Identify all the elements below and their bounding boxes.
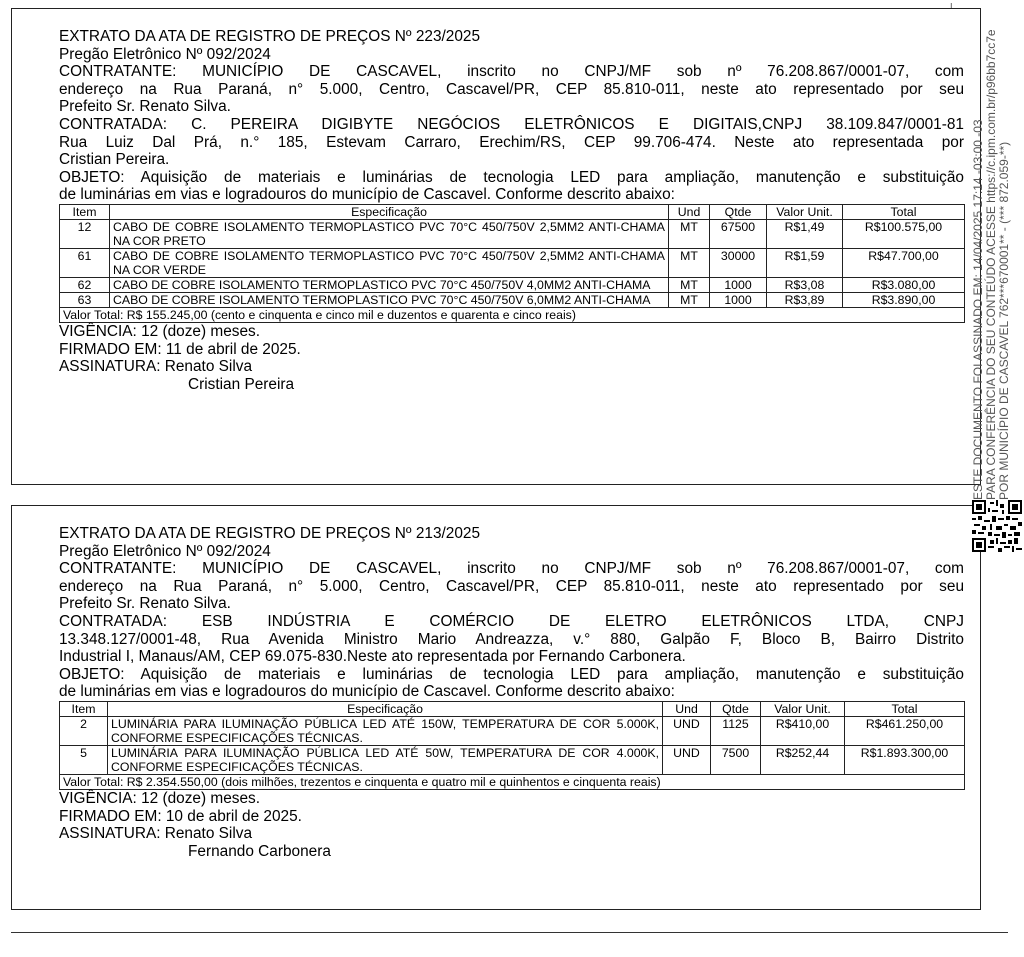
stamp-line-3: POR MUNICÍPIO DE CASCAVEL 762***670001** - (*** 872.059-**) (997, 141, 1011, 500)
items-table (59, 701, 965, 790)
cell-spec: CABO DE COBRE ISOLAMENTO TERMOPLASTICO PVC 70°C 450/750V 6,0MM2 ANTI-CHAMA (110, 292, 669, 307)
assinatura-second-name: Cristian Pereira (188, 375, 295, 393)
contratada-line: Industrial I, Manaus/AM, CEP 69.075-830.Neste ato representada por Fernando Carbonera. (59, 648, 686, 666)
contratante-line: endereço na Rua Paraná, n° 5.000, Centro, Cascavel/PR, CEP 85.810-011, neste ato representado por seu (59, 577, 964, 595)
cell-qtde: 30000 (710, 248, 767, 277)
cell-qtde: 7500 (711, 745, 761, 774)
cell-item: 5 (60, 745, 108, 774)
valor-total: Valor Total: R$ 155.245,00 (cento e cinquenta e cinco mil e duzentos e quarenta e cinco reais) (60, 307, 965, 322)
header-qtde: Qtde (711, 701, 761, 716)
cell-total: R$461.250,00 (845, 716, 965, 745)
cell-spec: CABO DE COBRE ISOLAMENTO TERMOPLASTICO PVC 70°C 450/750V 4,0MM2 ANTI-CHAMA (110, 277, 669, 292)
contratante-line: Prefeito Sr. Renato Silva. (59, 595, 231, 613)
extract-title: EXTRATO DA ATA DE REGISTRO DE PREÇOS Nº 223/2025 (59, 28, 481, 45)
cell-qtde: 67500 (710, 219, 767, 248)
cell-total: R$1.893.300,00 (845, 745, 965, 774)
assinatura-second-name: Fernando Carbonera (188, 842, 331, 860)
valor-total: Valor Total: R$ 2.354.550,00 (dois milhões, trezentos e cinquenta e quatro mil e quinhentos e cinquenta reais) (60, 774, 965, 789)
header-total: Total (845, 701, 965, 716)
cell-unit: R$410,00 (761, 716, 845, 745)
cell-item: 63 (60, 292, 110, 307)
cell-unit: R$3,89 (767, 292, 843, 307)
vigencia-line: VIGÊNCIA: 12 (doze) meses. (59, 789, 261, 807)
firmado-line: FIRMADO EM: 11 de abril de 2025. (59, 340, 301, 358)
assinatura-line: ASSINATURA: Renato Silva (59, 358, 253, 376)
contratada-line: 13.348.127/0001-48, Rua Avenida Ministro Mario Andreazza, v.° 880, Galpão F, Bloco B, Bairro Distrito (59, 630, 964, 648)
cell-total: R$47.700,00 (843, 248, 965, 277)
cell-spec: LUMINÁRIA PARA ILUMINAÇÃO PÚBLICA LED ATÉ 50W, TEMPERATURA DE COR 4.000K, CONFORME ESPECIFICAÇÕES TÉCNICAS. (108, 745, 663, 774)
header-und: Und (663, 701, 711, 716)
extract-box-1 (11, 8, 981, 485)
contratante-line: CONTRATANTE: MUNICÍPIO DE CASCAVEL, inscrito no CNPJ/MF sob nº 76.208.867/0001-07, com (59, 560, 964, 578)
page-bottom-rule (11, 932, 1008, 933)
stamp-line-2[interactable]: PARA CONFERÊNCIA DO SEU CONTEÚDO ACESSE https://c.ipm.com.br/p96bb7cc7e (984, 29, 998, 500)
signature-stamp-text (972, 0, 1011, 500)
header-spec: Especificação (110, 204, 669, 219)
cell-spec: CABO DE COBRE ISOLAMENTO TERMOPLASTICO PVC 70°C 450/750V 2,5MM2 ANTI-CHAMA NA COR VERDE (110, 248, 669, 277)
objeto-line: de luminárias em vias e logradouros do município de Cascavel. Conforme descrito abaixo: (59, 683, 675, 701)
pregao-line: Pregão Eletrônico Nº 092/2024 (59, 45, 271, 63)
cell-und: MT (669, 292, 710, 307)
header-qtde: Qtde (710, 204, 767, 219)
header-spec: Especificação (108, 701, 663, 716)
cell-unit: R$1,59 (767, 248, 843, 277)
cell-qtde: 1000 (710, 277, 767, 292)
table-row (60, 277, 965, 292)
extract-content-1 (59, 28, 964, 393)
cell-total: R$3.890,00 (843, 292, 965, 307)
contratada-line: Cristian Pereira. (59, 151, 170, 169)
cell-und: MT (669, 277, 710, 292)
cell-unit: R$252,44 (761, 745, 845, 774)
header-und: Und (669, 204, 710, 219)
extract-title: EXTRATO DA ATA DE REGISTRO DE PREÇOS Nº 213/2025 (59, 525, 481, 542)
table-header-row (60, 204, 965, 219)
signature-stamp (972, 0, 1024, 500)
contratada-line: CONTRATADA: ESB INDÚSTRIA E COMÉRCIO DE ELETRO ELETRÔNICOS LTDA, CNPJ (59, 612, 964, 630)
cell-item: 62 (60, 277, 110, 292)
table-row (60, 292, 965, 307)
stamp-line-1: ESTE DOCUMENTO FOI ASSINADO EM: 14/04/2025 17:14 -03:00 -03 (971, 119, 985, 500)
table-row (60, 745, 965, 774)
contratante-line: CONTRATANTE: MUNICÍPIO DE CASCAVEL, inscrito no CNPJ/MF sob nº 76.208.867/0001-07, com (59, 63, 964, 81)
header-item: Item (60, 204, 110, 219)
contratada-line: Rua Luiz Dal Prá, n.° 185, Estevam Carraro, Erechim/RS, CEP 99.706-474. Neste ato representada por (59, 133, 964, 151)
assinatura-line: ASSINATURA: Renato Silva (59, 825, 253, 843)
header-unit: Valor Unit. (767, 204, 843, 219)
contratada-line: CONTRATADA: C. PEREIRA DIGIBYTE NEGÓCIOS ELETRÔNICOS E DIGITAIS,CNPJ 38.109.847/0001-81 (59, 115, 964, 133)
cell-item: 2 (60, 716, 108, 745)
cell-total: R$100.575,00 (843, 219, 965, 248)
table-row (60, 716, 965, 745)
cell-unit: R$3,08 (767, 277, 843, 292)
cell-item: 61 (60, 248, 110, 277)
cell-spec: CABO DE COBRE ISOLAMENTO TERMOPLASTICO PVC 70°C 450/750V 2,5MM2 ANTI-CHAMA NA COR PRETO (110, 219, 669, 248)
cell-unit: R$1,49 (767, 219, 843, 248)
qr-code-icon[interactable] (972, 500, 1022, 552)
header-total: Total (843, 204, 965, 219)
cell-und: UND (663, 745, 711, 774)
objeto-line: OBJETO: Aquisição de materiais e luminárias de tecnologia LED para ampliação, manutenção e substituição (59, 665, 964, 683)
page-edge-mark: ı (950, 0, 953, 10)
cell-qtde: 1125 (711, 716, 761, 745)
header-item: Item (60, 701, 108, 716)
cell-qtde: 1000 (710, 292, 767, 307)
table-row (60, 248, 965, 277)
firmado-line: FIRMADO EM: 10 de abril de 2025. (59, 807, 302, 825)
cell-und: MT (669, 248, 710, 277)
extract-box-2 (11, 505, 981, 910)
items-table (59, 204, 965, 323)
pregao-line: Pregão Eletrônico Nº 092/2024 (59, 542, 271, 560)
table-header-row (60, 701, 965, 716)
contratante-line: Prefeito Sr. Renato Silva. (59, 98, 231, 116)
cell-item: 12 (60, 219, 110, 248)
objeto-line: OBJETO: Aquisição de materiais e luminárias de tecnologia LED para ampliação, manutenção e substituição (59, 168, 964, 186)
vigencia-line: VIGÊNCIA: 12 (doze) meses. (59, 322, 261, 340)
objeto-line: de luminárias em vias e logradouros do município de Cascavel. Conforme descrito abaixo: (59, 186, 675, 204)
cell-und: MT (669, 219, 710, 248)
header-unit: Valor Unit. (761, 701, 845, 716)
table-row (60, 219, 965, 248)
cell-total: R$3.080,00 (843, 277, 965, 292)
table-footer-row (60, 774, 965, 789)
cell-spec: LUMINÁRIA PARA ILUMINAÇÃO PÚBLICA LED ATÉ 150W, TEMPERATURA DE COR 5.000K, CONFORME ESPECIFICAÇÕES TÉCNICAS. (108, 716, 663, 745)
table-footer-row (60, 307, 965, 322)
cell-und: UND (663, 716, 711, 745)
contratante-line: endereço na Rua Paraná, n° 5.000, Centro, Cascavel/PR, CEP 85.810-011, neste ato representado por seu (59, 80, 964, 98)
extract-content-2 (59, 525, 964, 860)
